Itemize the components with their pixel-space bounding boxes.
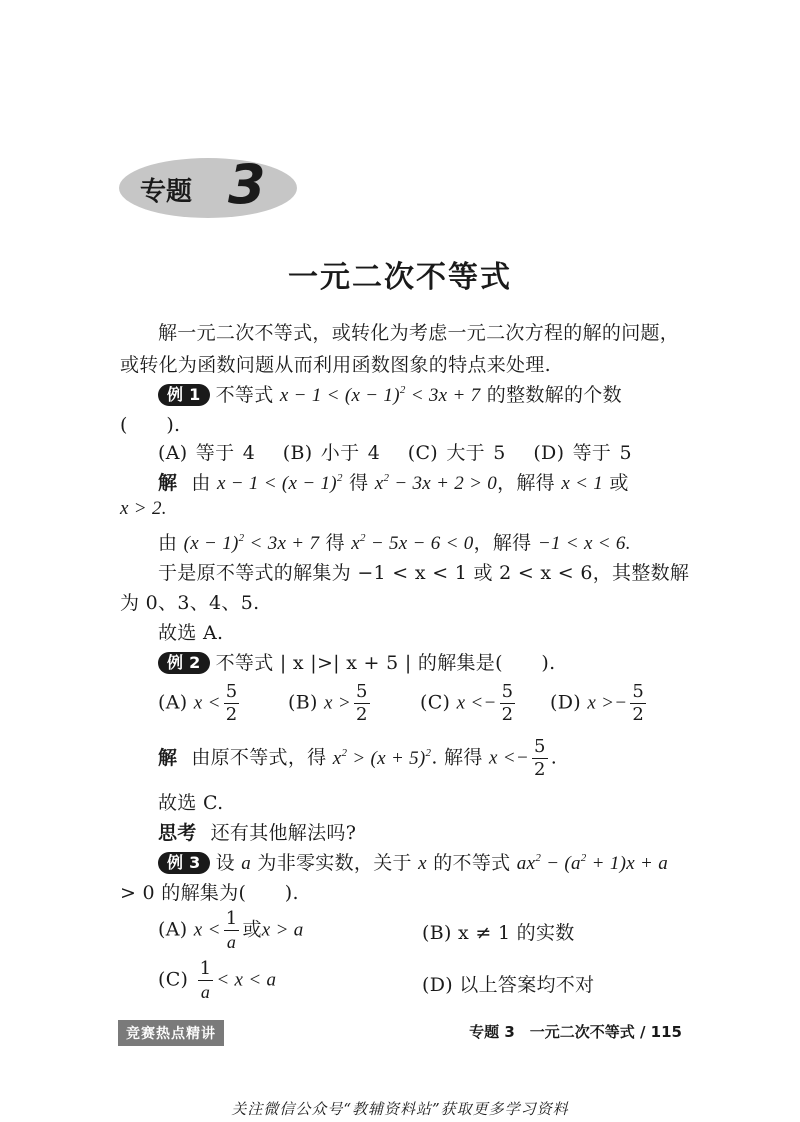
ex2-opt-d-label: (D) xyxy=(550,691,581,714)
ex3-option-b: (B) x ≠ 1 的实数 xyxy=(422,922,575,944)
think-label: 思考 xyxy=(158,822,197,844)
ex1-s1-expr1: $x - 1 < (x - 1)^2$ xyxy=(216,472,343,494)
ex2-opt-a-label: (A) xyxy=(158,691,188,714)
ex3-opt-c-label: (C) xyxy=(158,968,189,991)
example-2-think xyxy=(158,818,356,845)
ex2-solution-label: 解 xyxy=(158,746,178,769)
intro-line-2: 或转化为函数问题从而利用函数图象的特点来处理. xyxy=(120,354,551,376)
example-3-question-line2: > 0 的解集为( ). xyxy=(120,882,299,904)
example-1-solution-3-line2: 为 0、3、4、5. xyxy=(120,592,260,614)
ex2-opt-c-expr: x <− xyxy=(456,692,497,714)
ex1-s2-expr1: $(x - 1)^2 < 3x + 7$ xyxy=(183,532,320,554)
chapter-label: 专题 xyxy=(140,177,193,207)
ex3-opt-a-or: 或 xyxy=(242,918,262,941)
ex3-q-c: 的不等式 xyxy=(426,852,517,874)
ex1-s1-a: 由 xyxy=(191,472,217,494)
frac-den: 2 xyxy=(225,704,238,725)
ex1-s2-c: ，解得 xyxy=(473,532,538,554)
chapter-number: 3 xyxy=(228,153,266,216)
example-3-badge: 例 3 xyxy=(158,852,210,874)
ex1-solution-label: 解 xyxy=(158,472,178,494)
ex2-opt-c-frac xyxy=(500,683,516,724)
frac-num: 5 xyxy=(225,681,238,702)
ex2-opt-d-frac xyxy=(630,683,646,724)
ex2-opt-a-expr: x < xyxy=(193,692,221,714)
ex3-opt-a-expr2: x > a xyxy=(261,919,304,941)
ex3-inequality: $ax^2 - (a^2 + 1)x + a$ xyxy=(516,852,669,874)
ex2-sol-frac xyxy=(532,738,548,779)
ex2-sol-expr1: $x^2 > (x + 5)^2$ xyxy=(332,746,432,769)
ex3-var-a: a xyxy=(241,853,252,874)
ex3-opt-a-expr1: x < xyxy=(193,919,221,941)
ex2-opt-b-expr: x > xyxy=(324,692,351,714)
example-1-solution-2 xyxy=(158,528,631,555)
ex1-s2-b: 得 xyxy=(319,532,352,554)
ex1-s2-a: 由 xyxy=(158,532,184,554)
ex1-s2-expr2: $x^2 - 5x - 6 < 0$ xyxy=(351,532,474,554)
example-2-solution: 解 由原不等式，得 $x^2 > (x + 5)^2$. 解得 x <− $\frac{5}{2}$ . xyxy=(158,736,558,780)
ex3-option-a xyxy=(158,910,304,951)
ex2-opt-d-expr: x >− xyxy=(587,692,628,714)
example-2-question xyxy=(158,648,555,675)
frac-num: 5 xyxy=(355,681,368,702)
frac-num: 5 xyxy=(501,681,514,702)
ex3-option-d: (D) 以上答案均不对 xyxy=(422,974,595,996)
example-1-options: (A) 等于 4 (B) 小于 4 (C) 大于 5 (D) 等于 5 xyxy=(158,442,632,464)
page-title: 一元二次不等式 xyxy=(288,260,512,295)
footer-badge: 竞赛热点精讲 xyxy=(118,1020,224,1046)
ex3-q-a: 设 xyxy=(215,852,242,874)
frac-num: 5 xyxy=(632,681,645,702)
chapter-header xyxy=(118,153,298,219)
example-3-question xyxy=(158,848,668,875)
ex1-q-a: 不等式 xyxy=(215,384,280,406)
ex2-option-a xyxy=(158,683,242,724)
ex2-opt-b-label: (B) xyxy=(288,691,318,714)
example-2-options xyxy=(158,683,678,733)
ex3-opt-a-frac xyxy=(224,910,240,951)
ex1-s1-expr2: $x^2 - 3x + 2 > 0$ xyxy=(374,472,498,494)
ex2-opt-a-frac xyxy=(224,683,240,724)
frac-den: 2 xyxy=(632,704,645,725)
ex3-opt-a-label: (A) xyxy=(158,918,188,941)
example-2-answer: 故选 C. xyxy=(158,792,224,814)
footer-page-info: 专题 3 一元二次不等式 / 115 xyxy=(469,1023,682,1041)
ex3-opt-c-frac xyxy=(198,960,214,1001)
ex3-option-c xyxy=(158,960,276,1001)
frac-den: a xyxy=(200,982,211,1002)
frac-den: a xyxy=(226,932,237,952)
ex1-s1-b: 得 xyxy=(342,472,375,494)
ex1-s2-expr3: −1 < x < 6. xyxy=(537,533,631,554)
ex2-sol-b: . 解得 xyxy=(431,746,489,769)
frac-den: 2 xyxy=(501,704,514,725)
example-2-badge: 例 2 xyxy=(158,652,210,674)
intro-line-1: 解一元二次不等式，或转化为考虑一元二次方程的解的问题， xyxy=(158,322,680,344)
ex2-opt-c-label: (C) xyxy=(420,691,451,714)
ex3-q-b: 为非零实数，关于 xyxy=(251,852,419,874)
ex1-s1-c: ，解得 xyxy=(497,472,562,494)
frac-num: 1 xyxy=(199,958,212,979)
footer-notice: 关注微信公众号“教辅资料站”获取更多学习资料 xyxy=(231,1100,569,1118)
ex2-q: 不等式 | x |>| x + 5 | 的解集是( ). xyxy=(215,652,556,674)
frac-den: 2 xyxy=(355,704,368,725)
ex2-option-c xyxy=(420,683,518,724)
ex1-s1-d: 或 xyxy=(603,472,629,494)
ex1-q-b: 的整数解的个数 xyxy=(480,384,622,406)
think-text: 还有其他解法吗? xyxy=(210,822,357,844)
ex2-option-b xyxy=(288,683,373,724)
example-1-question-line2: ( ). xyxy=(120,414,181,436)
ex2-option-d xyxy=(550,683,649,724)
example-1-solution-3: 于是原不等式的解集为 −1 < x < 1 或 2 < x < 6，其整数解 xyxy=(158,562,690,584)
example-1-answer: 故选 A. xyxy=(158,622,224,644)
example-1-solution-1-line2: x > 2. xyxy=(120,498,167,519)
example-1-solution-1 xyxy=(158,468,629,495)
ex3-var-x: x xyxy=(418,853,427,874)
ex2-sol-a: 由原不等式，得 xyxy=(191,746,333,769)
frac-den: 2 xyxy=(534,759,546,780)
ex2-sol-expr2: x <− xyxy=(488,747,530,769)
ex3-opt-c-expr: < x < a xyxy=(216,969,277,991)
example-1-badge: 例 1 xyxy=(158,384,210,406)
frac-num: 1 xyxy=(225,908,238,929)
ex1-s1-expr3: x < 1 xyxy=(561,473,604,494)
example-1-question xyxy=(158,380,622,407)
frac-num: 5 xyxy=(534,736,546,757)
ex1-inequality: $x - 1 < (x - 1)^2 < 3x + 7$ xyxy=(279,384,481,406)
ex2-opt-b-frac xyxy=(354,683,370,724)
